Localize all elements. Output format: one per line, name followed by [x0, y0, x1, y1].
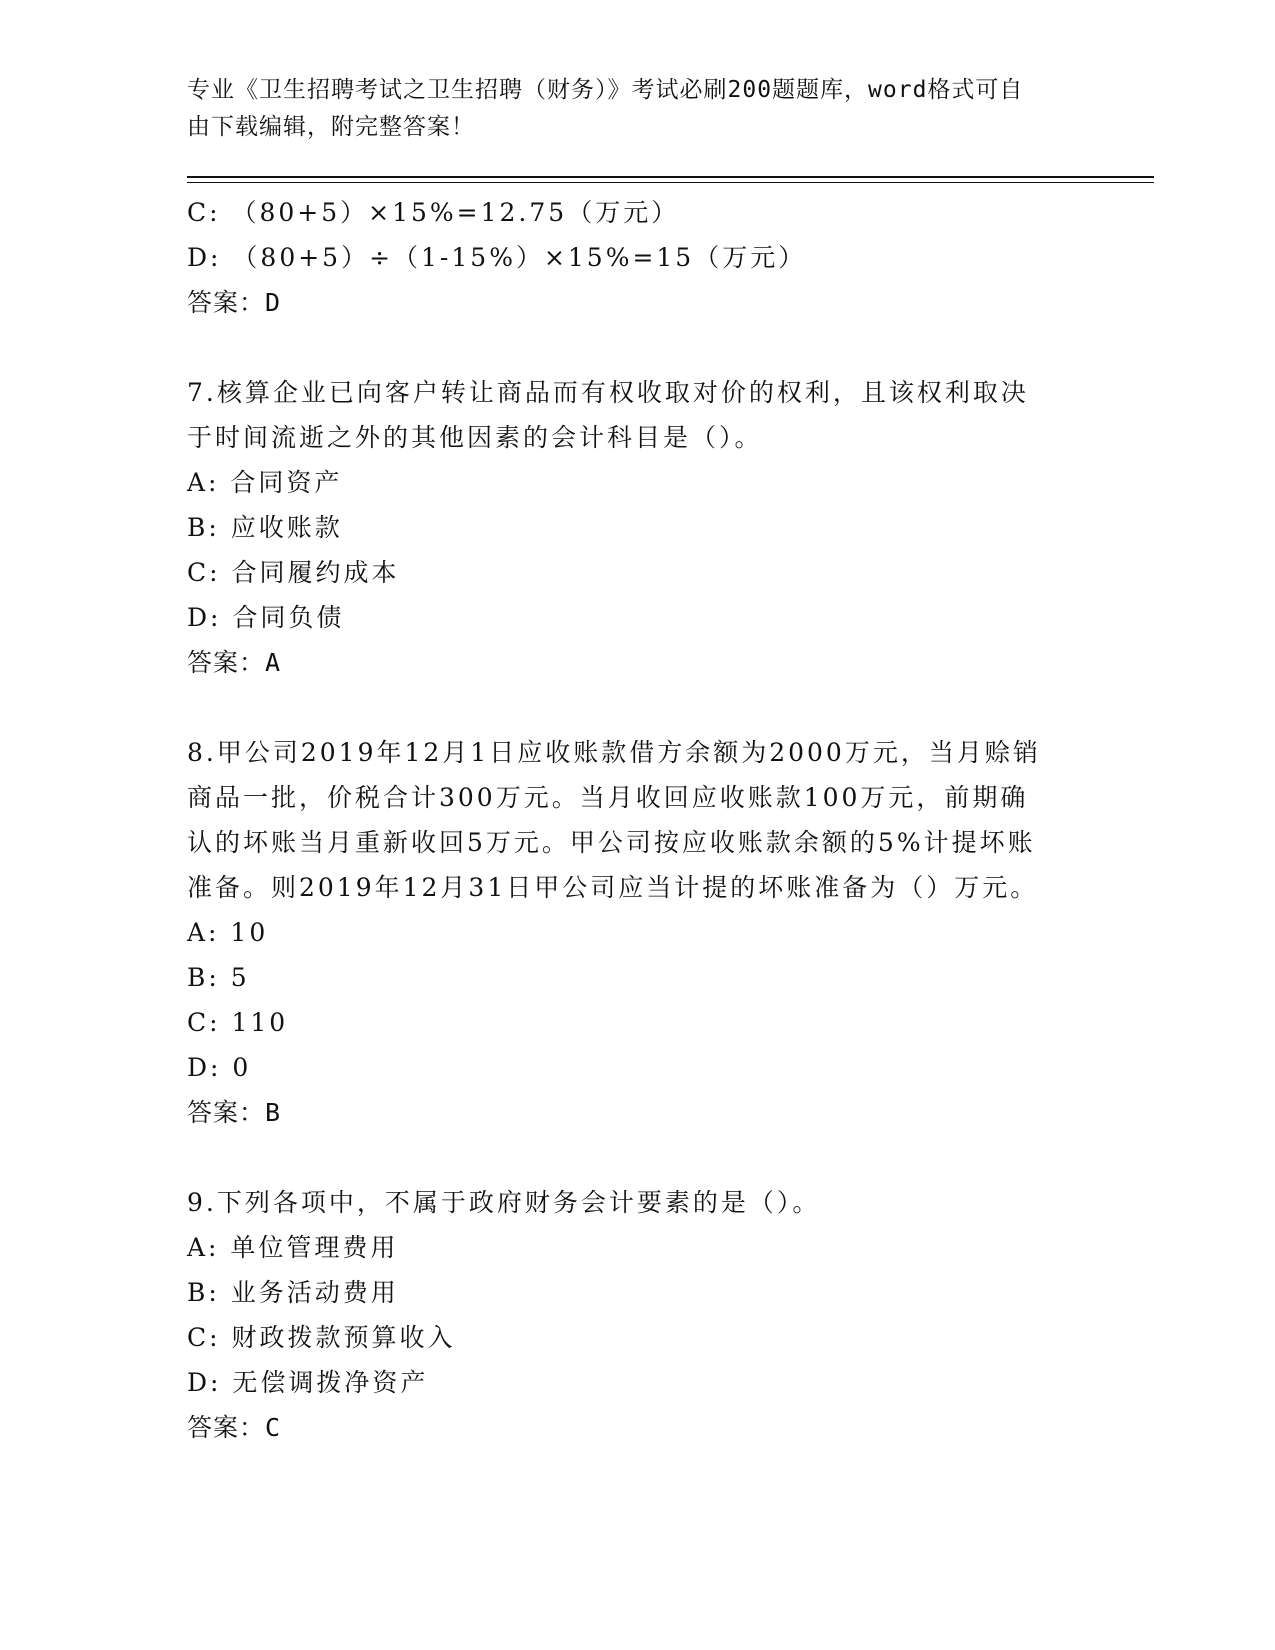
- option-d: D: 无偿调拨净资产: [187, 1368, 429, 1397]
- option-b: B: 应收账款: [187, 513, 343, 542]
- option-c: C: 财政拨款预算收入: [187, 1323, 456, 1352]
- question-stem: 准备。则2019年12月31日甲公司应当计提的坏账准备为（）万元。: [187, 873, 1039, 902]
- option-d: D: （80+5）÷（1-15%）×15%=15（万元）: [187, 243, 807, 272]
- question-gap: [187, 325, 1087, 370]
- question-gap: [187, 1135, 1087, 1180]
- answer-line: 答案：B: [187, 1098, 282, 1127]
- question-stem: 认的坏账当月重新收回5万元。甲公司按应收账款余额的5%计提坏账: [187, 828, 1036, 857]
- question-stem: 7.核算企业已向客户转让商品而有权收取对价的权利，且该权利取决: [187, 378, 1029, 407]
- question-gap: [187, 685, 1087, 730]
- answer-line: 答案：A: [187, 648, 282, 677]
- option-c: C: 合同履约成本: [187, 558, 400, 587]
- question-8: [187, 730, 1087, 1135]
- question-7: [187, 370, 1087, 685]
- question-list: [187, 190, 1087, 1450]
- option-a: A: 10: [187, 918, 269, 947]
- previous-question-tail: [187, 190, 1087, 325]
- answer-line: 答案：D: [187, 288, 282, 317]
- option-b: B: 业务活动费用: [187, 1278, 399, 1307]
- question-stem: 于时间流逝之外的其他因素的会计科目是（）。: [187, 423, 763, 452]
- question-stem: 商品一批，价税合计300万元。当月收回应收账款100万元，前期确: [187, 783, 1029, 812]
- header-line-1: 专业《卫生招聘考试之卫生招聘（财务）》考试必刷200题题库，word格式可自: [187, 77, 1024, 103]
- question-stem: 9.下列各项中，不属于政府财务会计要素的是（）。: [187, 1188, 821, 1217]
- question-9: [187, 1180, 1087, 1450]
- option-b: B: 5: [187, 963, 250, 992]
- document-header: [187, 72, 1067, 146]
- header-divider-thin: [187, 182, 1154, 183]
- option-a: A: 单位管理费用: [187, 1233, 399, 1262]
- option-d: D: 0: [187, 1053, 252, 1082]
- header-line-2: 由下载编辑，附完整答案！: [187, 114, 475, 140]
- answer-line: 答案：C: [187, 1413, 282, 1442]
- header-divider-thick: [187, 176, 1154, 178]
- option-c: C: （80+5）×15%=12.75（万元）: [187, 198, 680, 227]
- option-c: C: 110: [187, 1008, 289, 1037]
- option-a: A: 合同资产: [187, 468, 343, 497]
- question-stem: 8.甲公司2019年12月1日应收账款借方余额为2000万元，当月赊销: [187, 738, 1041, 767]
- option-d: D: 合同负债: [187, 603, 345, 632]
